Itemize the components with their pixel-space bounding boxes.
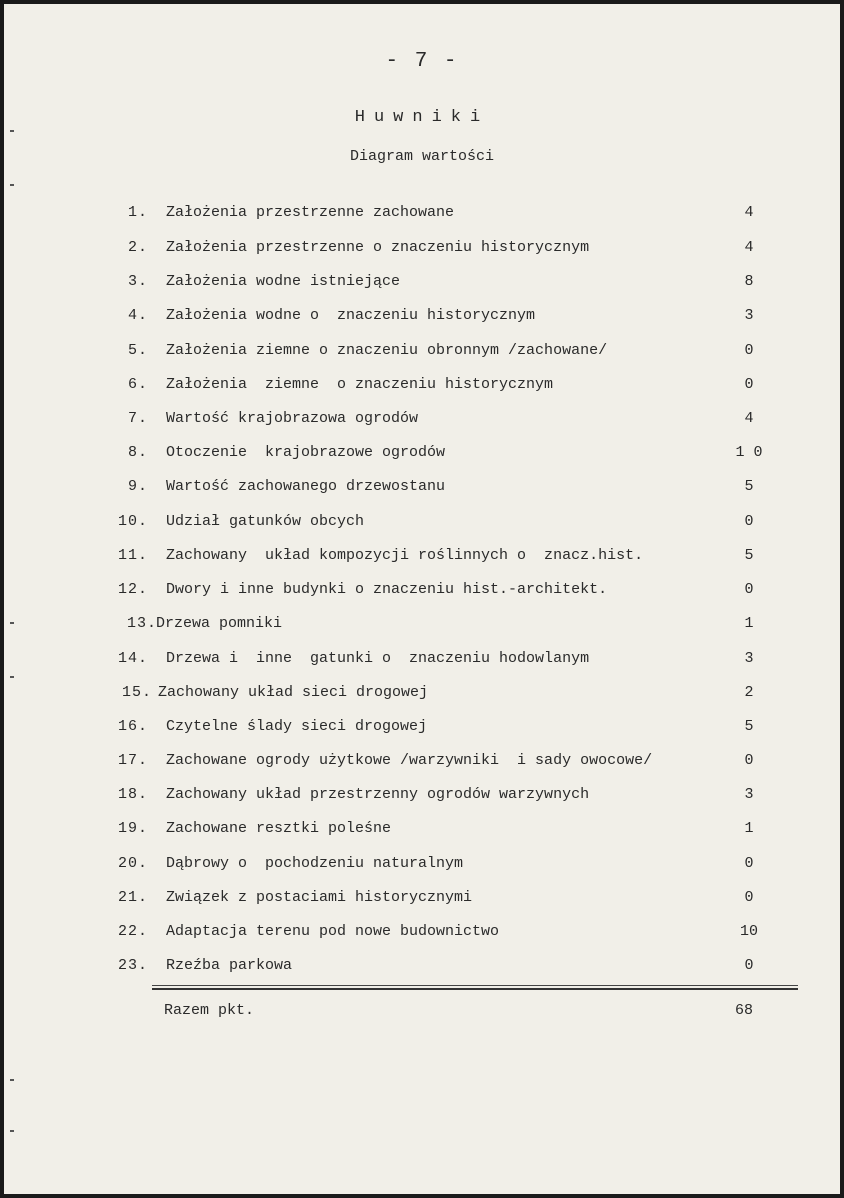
- item-number: 8.: [127, 444, 148, 461]
- item-number: 15.: [121, 684, 152, 701]
- item-number: 22.: [117, 923, 148, 940]
- item-value: 8: [744, 273, 754, 290]
- item-label: Zachowany układ kompozycji roślinnych o znacz.hist.: [166, 547, 644, 564]
- item-label: Wartość zachowanego drzewostanu: [166, 478, 446, 495]
- list-item: [4, 954, 840, 978]
- list-item: [4, 201, 840, 225]
- list-item: [4, 715, 840, 739]
- item-label: Założenia wodne o znaczeniu historycznym: [166, 307, 536, 324]
- total-divider: [152, 985, 798, 986]
- item-value: 4: [744, 239, 754, 256]
- item-number: 13.: [126, 615, 157, 632]
- item-value: 4: [744, 204, 754, 221]
- item-label: Drzewa pomniki: [156, 615, 283, 632]
- item-value: 3: [744, 307, 754, 324]
- item-label: Zachowane ogrody użytkowe /warzywniki i sady owocowe/: [166, 752, 653, 769]
- list-item: [4, 578, 840, 602]
- list-item: [4, 612, 840, 636]
- list-item: [4, 475, 840, 499]
- item-number: 14.: [117, 650, 148, 667]
- item-number: 11.: [117, 547, 148, 564]
- list-item: [4, 817, 840, 841]
- item-number: 18.: [117, 786, 148, 803]
- margin-speck: [10, 1079, 14, 1081]
- margin-speck: [10, 184, 14, 186]
- item-label: Dąbrowy o pochodzeniu naturalnym: [166, 855, 464, 872]
- page-number: - 7 -: [385, 50, 459, 73]
- list-item: [4, 647, 840, 671]
- total-label: Razem pkt.: [164, 1002, 255, 1019]
- item-label: Zachowane resztki poleśne: [166, 820, 392, 837]
- list-item: [4, 236, 840, 260]
- item-number: 9.: [127, 478, 148, 495]
- list-item: [4, 441, 840, 465]
- list-item: [4, 886, 840, 910]
- margin-speck: [10, 130, 14, 132]
- document-page: [4, 4, 840, 1194]
- item-value: 3: [744, 786, 754, 803]
- item-label: Założenia wodne istniejące: [166, 273, 401, 290]
- item-label: Wartość krajobrazowa ogrodów: [166, 410, 419, 427]
- item-number: 7.: [127, 410, 148, 427]
- item-value: 0: [744, 513, 754, 530]
- item-label: Zachowany układ sieci drogowej: [158, 684, 429, 701]
- list-item: [4, 544, 840, 568]
- item-value: 0: [744, 889, 754, 906]
- item-number: 19.: [117, 820, 148, 837]
- item-value: 5: [744, 547, 754, 564]
- item-label: Adaptacja terenu pod nowe budownictwo: [166, 923, 500, 940]
- item-value: 0: [744, 752, 754, 769]
- list-item: [4, 304, 840, 328]
- item-label: Związek z postaciami historycznymi: [166, 889, 473, 906]
- item-value: 0: [744, 581, 754, 598]
- total-row: [4, 999, 840, 1023]
- item-number: 4.: [127, 307, 148, 324]
- item-label: Rzeźba parkowa: [166, 957, 293, 974]
- item-value: 5: [744, 718, 754, 735]
- total-value: 68: [734, 1002, 753, 1019]
- margin-speck: [10, 1130, 14, 1132]
- list-item: [4, 783, 840, 807]
- item-label: Założenia ziemne o znaczeniu obronnym /zachowane/: [166, 342, 608, 359]
- item-value: 0: [744, 376, 754, 393]
- item-value: 0: [744, 855, 754, 872]
- item-label: Dwory i inne budynki o znaczeniu hist.-architekt.: [166, 581, 608, 598]
- list-item: [4, 339, 840, 363]
- item-number: 1.: [127, 204, 148, 221]
- item-value: 2: [744, 684, 754, 701]
- list-item: [4, 749, 840, 773]
- item-value: 0: [744, 957, 754, 974]
- item-label: Zachowany układ przestrzenny ogrodów warzywnych: [166, 786, 590, 803]
- item-value: 5: [744, 478, 754, 495]
- list-item: [4, 852, 840, 876]
- item-label: Udział gatunków obcych: [166, 513, 365, 530]
- margin-speck: [10, 676, 14, 678]
- list-item: [4, 270, 840, 294]
- total-divider-bold: [152, 988, 798, 990]
- list-item: [4, 681, 840, 705]
- item-value: 10: [739, 923, 758, 940]
- item-value: 4: [744, 410, 754, 427]
- item-number: 20.: [117, 855, 148, 872]
- item-value: 1: [744, 615, 754, 632]
- item-number: 2.: [127, 239, 148, 256]
- margin-speck: [10, 622, 14, 624]
- item-label: Czytelne ślady sieci drogowej: [166, 718, 428, 735]
- list-item: [4, 373, 840, 397]
- item-number: 16.: [117, 718, 148, 735]
- list-item: [4, 920, 840, 944]
- item-value: 0: [744, 342, 754, 359]
- item-label: Założenia ziemne o znaczeniu historycznym: [166, 376, 554, 393]
- list-item: [4, 510, 840, 534]
- item-number: 6.: [127, 376, 148, 393]
- item-number: 21.: [117, 889, 148, 906]
- item-number: 17.: [117, 752, 148, 769]
- item-number: 12.: [117, 581, 148, 598]
- item-label: Założenia przestrzenne zachowane: [166, 204, 455, 221]
- item-label: Drzewa i inne gatunki o znaczeniu hodowlanym: [166, 650, 590, 667]
- item-number: 5.: [127, 342, 148, 359]
- item-number: 23.: [117, 957, 148, 974]
- item-value: 1 0: [735, 444, 763, 461]
- item-label: Otoczenie krajobrazowe ogrodów: [166, 444, 446, 461]
- diagram-title: Diagram wartości: [349, 148, 495, 165]
- list-item: [4, 407, 840, 431]
- item-number: 3.: [127, 273, 148, 290]
- item-value: 1: [744, 820, 754, 837]
- place-title: Huwniki: [354, 108, 490, 127]
- item-label: Założenia przestrzenne o znaczeniu historycznym: [166, 239, 590, 256]
- item-number: 10.: [117, 513, 148, 530]
- item-value: 3: [744, 650, 754, 667]
